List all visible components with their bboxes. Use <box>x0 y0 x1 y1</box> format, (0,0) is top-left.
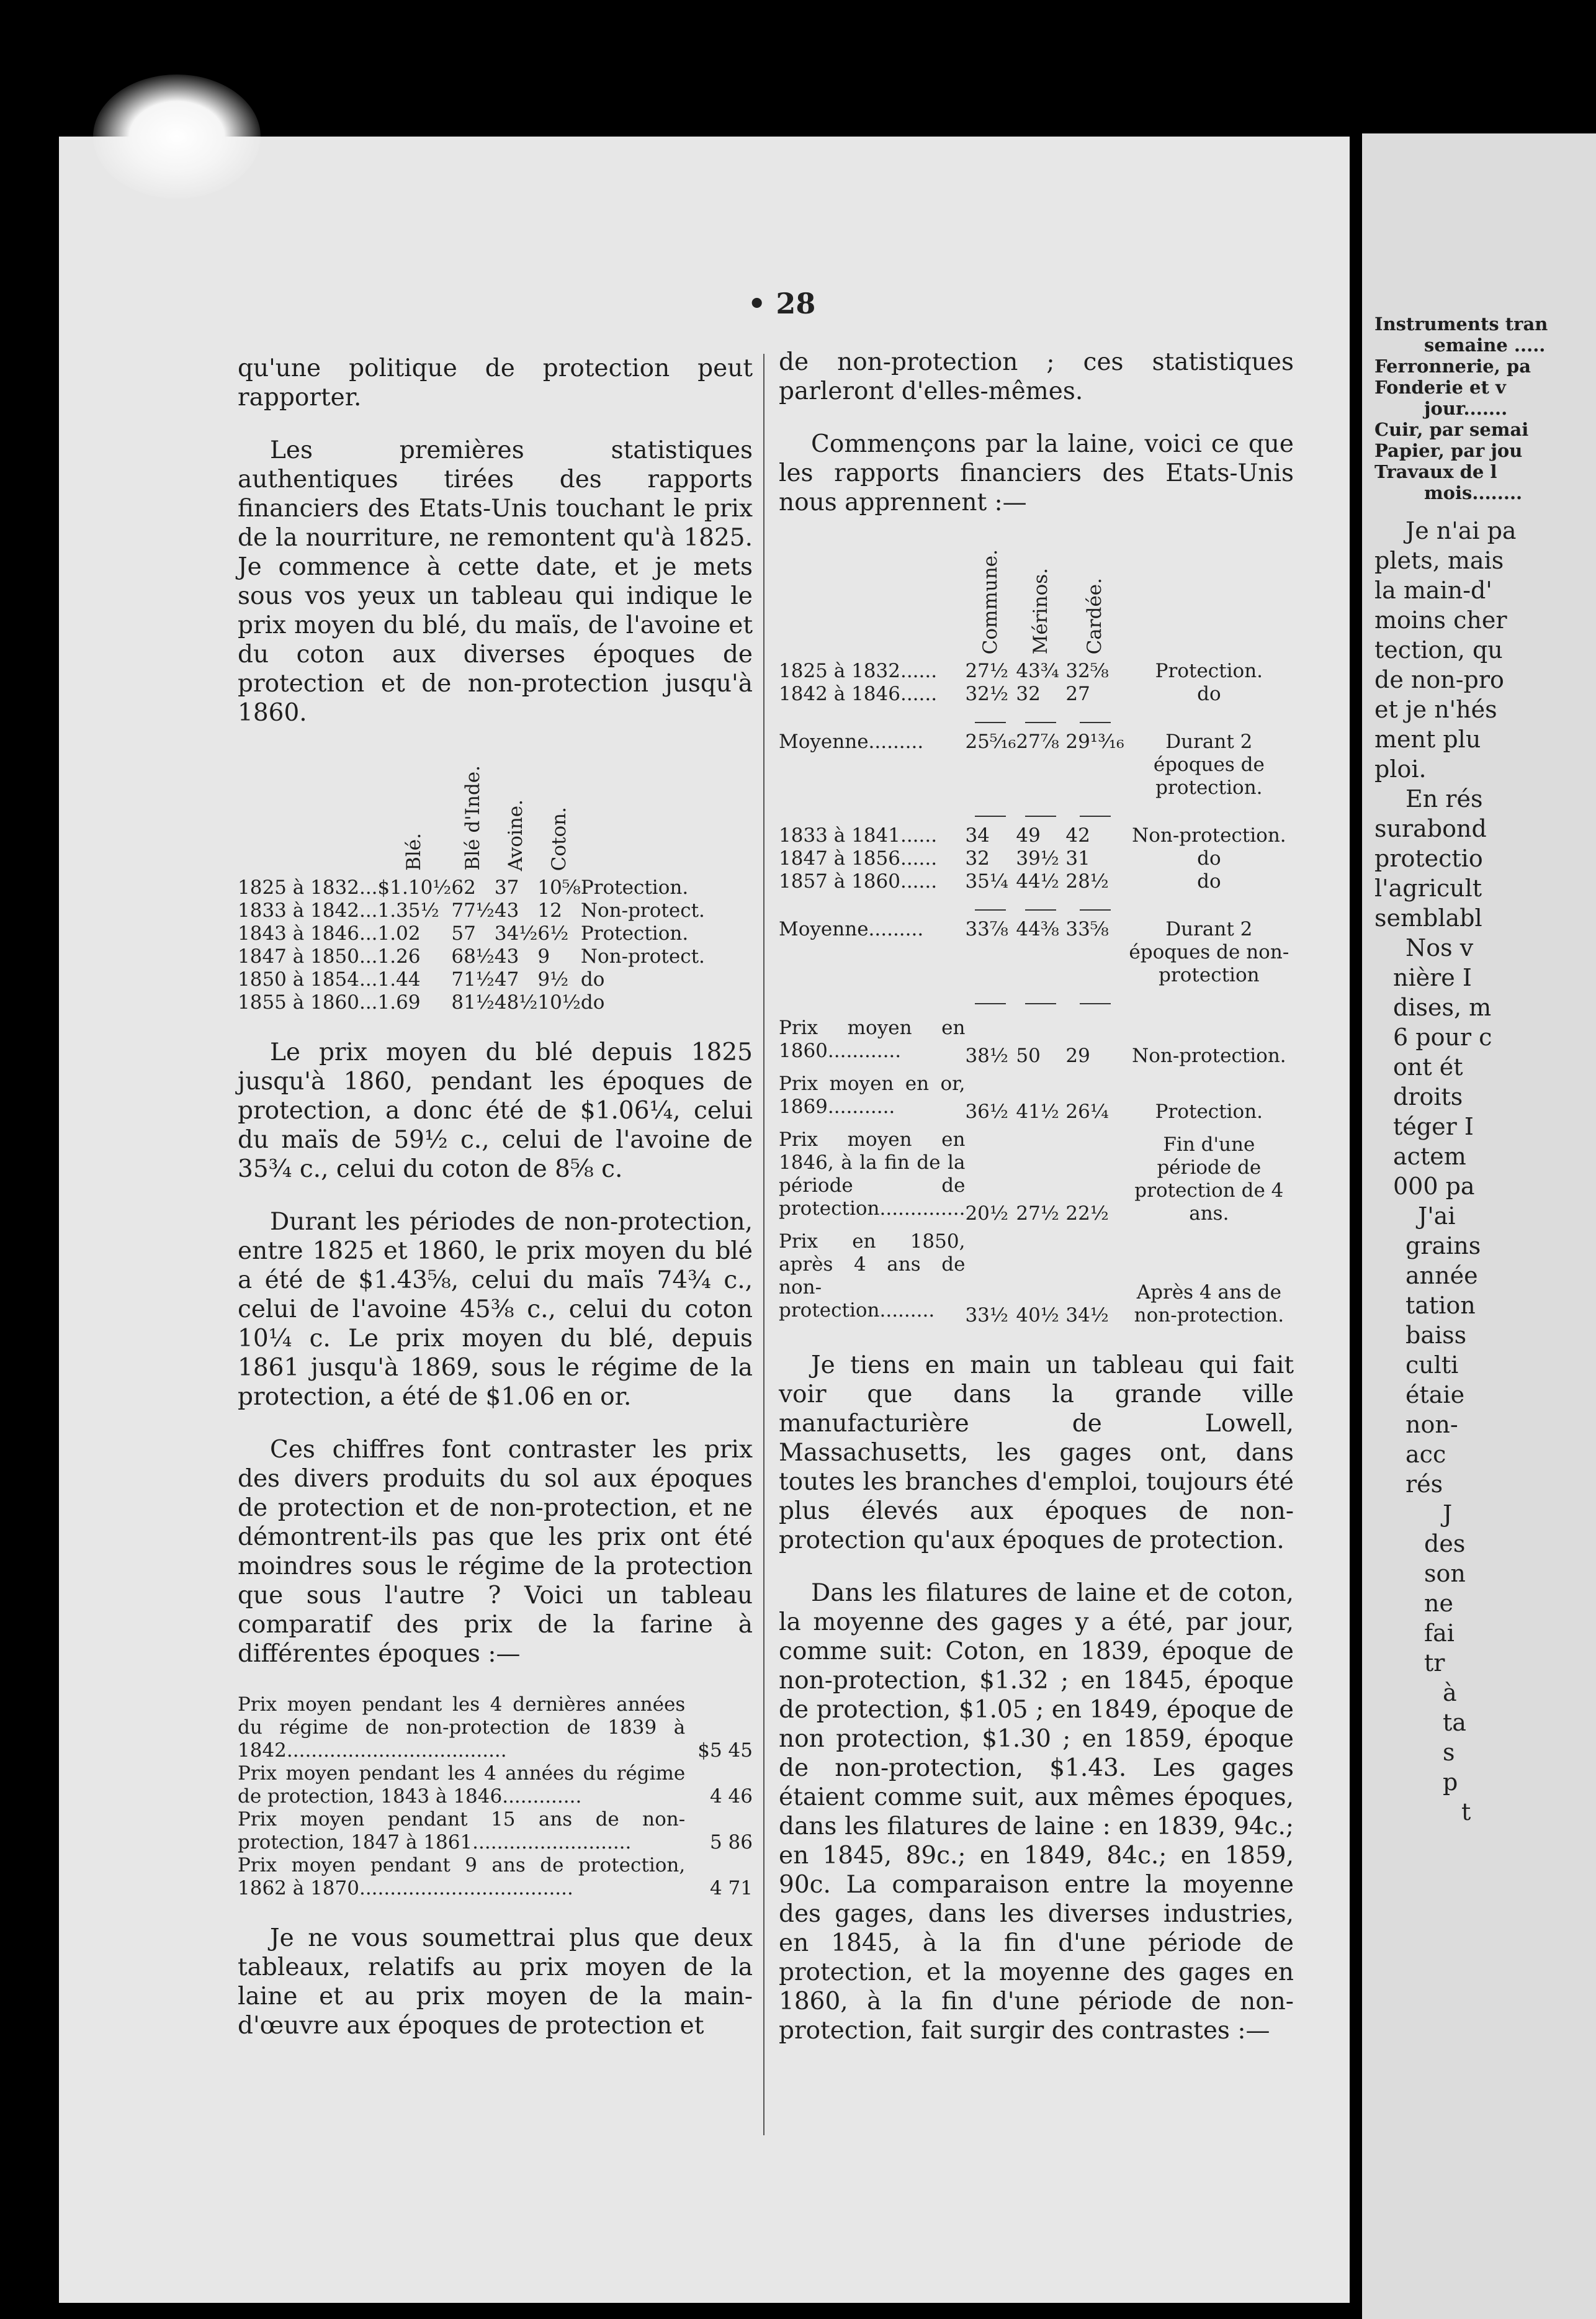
text-line: mois........ <box>1424 482 1523 503</box>
text-line: tr <box>1424 1649 1445 1677</box>
table-row: Prix moyen pendant les 4 dernières années du régime de non-protection de 1839 à 1842.................................... $5 45 <box>238 1693 753 1762</box>
text-line: Papier, par jou <box>1374 440 1523 461</box>
wool-price-table <box>779 529 1294 1327</box>
paragraph: Dans les filatures de laine et de coton, la moyenne des gages y a été, par jour, comme suit: Coton, en 1839, époque de non-protection, $1.32 ; en 1845, époque de protection, $1.05 ; en 1849, époque de non protection, $1.30 ; en 1859, époque de non-protection, $1.43. Les gages étaient comme suit, aux mêmes époques, dans les filatures de laine : en 1839, 94c.; en 1845, 89c.; en 1849, 84c.; en 1859, 90c. La comparaison entre la moyenne des gages, dans les diverses industries, en 1845, à la fin d'une période de protection, et la moyenne des gages en 1860, à la fin d'une période de non-protection, fait surgir des contrastes :— <box>779 1579 1294 2045</box>
text-line: actem <box>1393 1143 1466 1170</box>
table-row: Prix moyen en or, 1869........... 36½ 41½ 26¼ Protection. <box>779 1073 1263 1123</box>
table-header: Avoine. <box>504 799 527 871</box>
text-line: J <box>1443 1500 1453 1528</box>
text-line: Nos v <box>1405 934 1474 961</box>
table-row: Prix moyen en 1846, à la fin de la période de protection.............. 20½ 27½ 22½ Fin d'une période de protection de 4 ans. <box>779 1128 1284 1225</box>
paragraph: Durant les périodes de non-protection, entre 1825 et 1860, le prix moyen du blé a été de $1.43⅝, celui du maïs 74¾ c., celui de l'avoine 45⅜ c., celui du coton 10¼ c. Le prix moyen du blé, depuis 1861 jusqu'à 1869, sous le régime de la protection, a été de $1.06 en or. <box>238 1208 753 1411</box>
paragraph: Ces chiffres font contraster les prix des divers produits du sol aux époques de protection et de non-protection, et ne démontrent-ils pas que les prix ont été moindres sous le régime de la protection que sous l'autre ? Voici un tableau comparatif des prix de la farine à différentes époques :— <box>238 1436 753 1668</box>
text-line: rés <box>1405 1470 1443 1498</box>
text-line: fai <box>1424 1619 1455 1647</box>
paragraph: Je ne vous soumettrai plus que deux tableaux, relatifs au prix moyen de la laine et au prix moyen de la main-d'œuvre aux époques de protection et <box>238 1924 753 2040</box>
text-line: 6 pour c <box>1393 1024 1492 1051</box>
table-row: 1843 à 1846... 1.02 57 34½ 6½ Protection. <box>238 922 689 945</box>
table-rule <box>779 987 1294 1012</box>
text-line: t <box>1461 1798 1471 1826</box>
table-row: 1825 à 1832... $1.10½ 62 37 10⅝ Protection. <box>238 876 689 899</box>
text-line: culti <box>1405 1351 1459 1379</box>
text-line: à <box>1443 1679 1457 1706</box>
table-row: 1855 à 1860... 1.69 81½ 48½ 10½ do <box>238 991 605 1014</box>
table-rule <box>779 799 1294 824</box>
table-row: 1833 à 1841...... 34 49 42 Non-protection. <box>779 824 1286 847</box>
table-row: 1842 à 1846...... 32½ 32 27 do <box>779 683 1221 705</box>
table-rule <box>779 706 1294 731</box>
text-line: année <box>1405 1262 1478 1289</box>
paragraph: Les premières statistiques authentiques tirées des rapports financiers des Etats-Unis touchant le prix de la nourriture, ne remontent qu'à 1825. Je commence à cette date, et je mets sous vos yeux un tableau qui indique le prix moyen du blé, du maïs, de l'avoine et du coton aux diverses époques de protection et de non-protection jusqu'à 1860. <box>238 436 753 727</box>
text-line: Je n'ai pa <box>1405 517 1517 544</box>
text-line: dises, m <box>1393 994 1492 1021</box>
text-line: p <box>1443 1768 1458 1796</box>
table-header: Blé. <box>403 833 426 871</box>
column-divider <box>763 354 764 2135</box>
table-row: 1825 à 1832...... 27½ 43¾ 32⅝ Protection. <box>779 660 1263 682</box>
middle-column <box>779 348 1294 2045</box>
adjacent-page <box>1362 133 1596 2319</box>
text-line: de non-pro <box>1374 666 1504 693</box>
table-row: Prix moyen pendant les 4 années du régime de protection, 1843 à 1846............. 4 46 <box>238 1762 753 1808</box>
text-line: non- <box>1405 1411 1458 1438</box>
text-line: Cuir, par semai <box>1374 419 1529 440</box>
text-line: téger I <box>1393 1113 1474 1140</box>
text-line: semblabl <box>1374 904 1482 932</box>
text-line: ment plu <box>1374 726 1481 753</box>
text-line: protectio <box>1374 845 1483 872</box>
table-row: 1847 à 1856...... 32 39½ 31 do <box>779 847 1221 870</box>
paragraph: de non-protection ; ces statistiques parleront d'elles-mêmes. <box>779 348 1294 405</box>
table-row: Prix moyen pendant 9 ans de protection, 1862 à 1870................................... 4 71 <box>238 1854 753 1899</box>
text-line: baiss <box>1405 1322 1467 1349</box>
table-row: 1833 à 1842... 1.35½ 77½ 43 12 Non-protect. <box>238 899 705 922</box>
text-line: Travaux de l <box>1374 461 1497 482</box>
text-line: s <box>1443 1739 1455 1766</box>
text-line: 000 pa <box>1393 1173 1475 1200</box>
table-row: Moyenne......... 33⅞ 44⅜ 33⅝ Durant 2 époques de non-protection <box>779 918 1289 986</box>
table-header: Cardée. <box>1083 577 1106 654</box>
text-line: ploi. <box>1374 755 1427 783</box>
table-row: 1847 à 1850... 1.26 68½ 43 9 Non-protect. <box>238 945 705 968</box>
text-line: droits <box>1393 1083 1463 1110</box>
text-line: Instruments tran <box>1374 313 1548 335</box>
text-line: son <box>1424 1560 1466 1587</box>
table-row: Prix moyen en 1860............ 38½ 50 29 Non-protection. <box>779 1017 1286 1067</box>
table-row: Prix moyen pendant 15 ans de non-protection, 1847 à 1861.......................... 5 86 <box>238 1808 753 1853</box>
paragraph: Le prix moyen du blé depuis 1825 jusqu'à 1860, pendant les époques de protection, a donc été de $1.06¼, celui du maïs de 59½ c., celui de l'avoine de 35¾ c., celui du coton de 8⅝ c. <box>238 1038 753 1183</box>
text-line: Ferronnerie, pa <box>1374 356 1531 377</box>
table-row: 1857 à 1860...... 35¼ 44½ 28½ do <box>779 870 1221 893</box>
text-line: J'ai <box>1418 1202 1456 1230</box>
text-line: étaie <box>1405 1381 1465 1408</box>
text-line: et je n'hés <box>1374 696 1497 723</box>
adjacent-page-text <box>1374 313 1596 1827</box>
text-line: des <box>1424 1530 1466 1557</box>
text-line: tation <box>1405 1292 1476 1319</box>
text-line: nière I <box>1393 964 1472 991</box>
paper-damage <box>93 74 261 199</box>
paragraph: qu'une politique de protection peut rapporter. <box>238 354 753 412</box>
text-line: Fonderie et v <box>1374 377 1506 398</box>
text-line: jour....... <box>1424 398 1508 419</box>
text-line: ta <box>1443 1709 1466 1736</box>
text-line: surabond <box>1374 815 1487 842</box>
grain-price-table <box>238 746 705 1014</box>
text-line: la main-d' <box>1374 577 1492 604</box>
text-line: grains <box>1405 1232 1481 1259</box>
text-line: semaine ..... <box>1424 335 1546 356</box>
table-header: Blé d'Inde. <box>461 765 484 871</box>
text-line: acc <box>1405 1441 1446 1468</box>
text-line: En rés <box>1405 785 1483 813</box>
table-header: Coton. <box>547 806 570 871</box>
text-line: l'agricult <box>1374 875 1482 902</box>
text-line: plets, mais <box>1374 547 1504 574</box>
text-line: tection, qu <box>1374 636 1503 664</box>
table-row: Prix en 1850, après 4 ans de non-protection......... 33½ 40½ 34½ Après 4 ans de non-protection. <box>779 1230 1284 1326</box>
table-row: 1850 à 1854... 1.44 71½ 47 9½ do <box>238 968 605 991</box>
text-line: ne <box>1424 1590 1453 1617</box>
table-row: Moyenne......... 25⁵⁄₁₆ 27⅞ 29¹³⁄₁₆ Durant 2 époques de protection. <box>779 731 1265 799</box>
page-number: • 28 <box>748 287 816 320</box>
text-line: ont ét <box>1393 1053 1463 1081</box>
table-rule <box>779 893 1294 918</box>
table-header: Commune. <box>979 549 1002 654</box>
left-column <box>238 354 753 2040</box>
paragraph: Je tiens en main un tableau qui fait voir que dans la grande ville manufacturière de Lowell, Massachusetts, les gages ont, dans toutes les branches d'emploi, toujours été plus élevés aux époques de non-protection qu'aux époques de protection. <box>779 1351 1294 1554</box>
text-line: moins cher <box>1374 606 1507 634</box>
table-header: Mérinos. <box>1029 567 1052 654</box>
flour-price-table <box>238 1693 753 1900</box>
paragraph: Commençons par la laine, voici ce que les rapports financiers des Etats-Unis nous apprennent :— <box>779 430 1294 516</box>
